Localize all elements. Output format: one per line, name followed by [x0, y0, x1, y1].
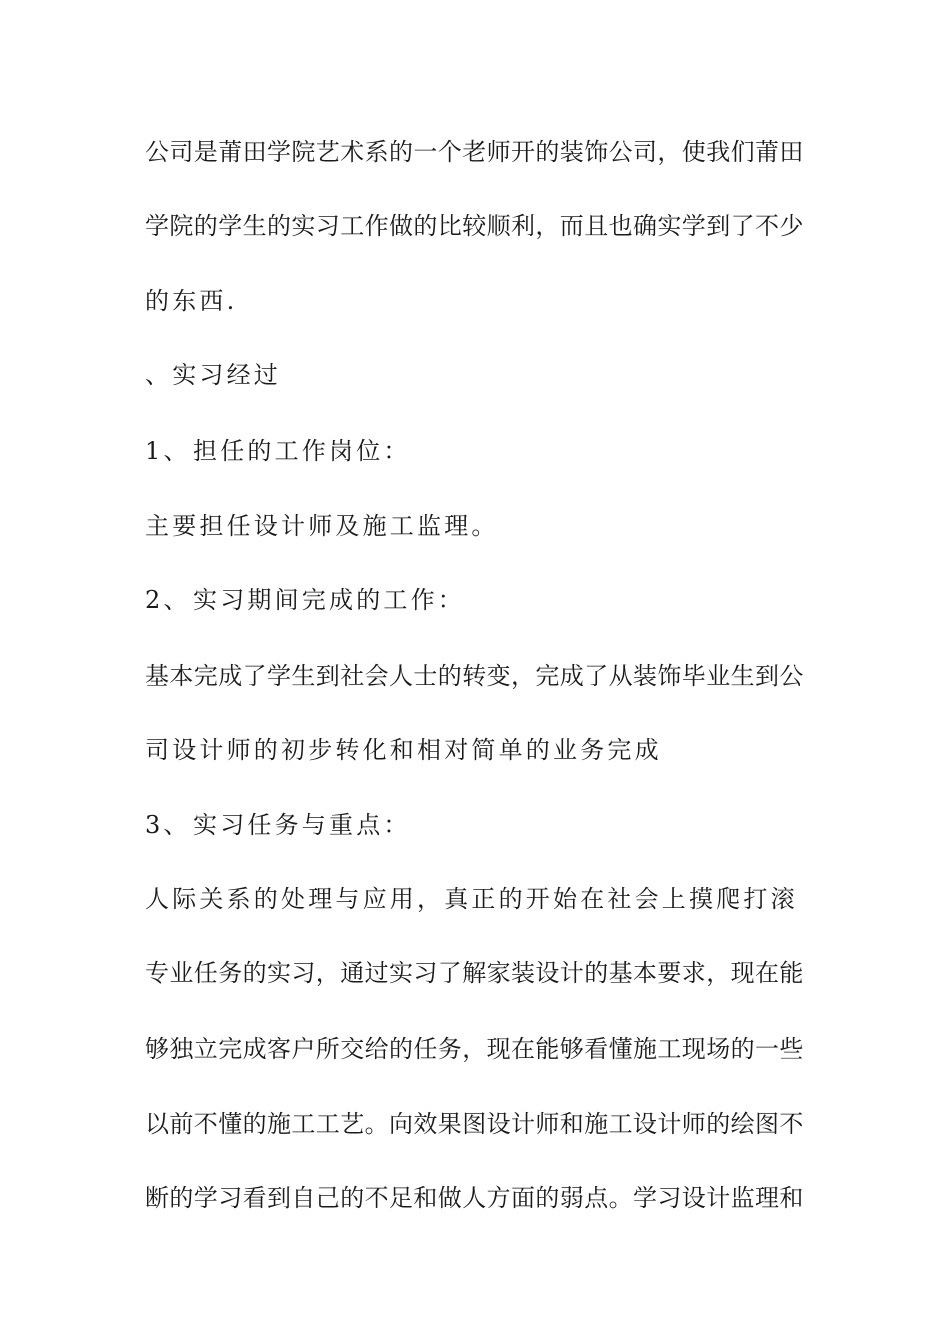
numbered-item	[145, 436, 411, 466]
item-title: 实习任务与重点：	[193, 811, 411, 839]
paragraph-line: 学院的学生的实习工作做的比较顺利，而且也确实学到了不少	[145, 212, 804, 240]
numbered-item	[145, 810, 411, 840]
paragraph-line: 的东西.	[145, 287, 238, 315]
paragraph-line: 人际关系的处理与应用，真正的开始在社会上摸爬打滚	[145, 885, 798, 913]
item-number: 1、	[145, 437, 191, 465]
paragraph-line: 基本完成了学生到社会人士的转变，完成了从装饰毕业生到公	[145, 662, 804, 690]
item-title: 担任的工作岗位：	[193, 437, 411, 465]
paragraph-line: 够独立完成客户所交给的任务，现在能够看懂施工现场的一些	[145, 1035, 804, 1063]
paragraph-line: 专业任务的实习，通过实习了解家装设计的基本要求，现在能	[145, 959, 804, 987]
paragraph-line: 以前不懂的施工工艺。向效果图设计师和施工设计师的绘图不	[145, 1110, 804, 1138]
numbered-item	[145, 585, 465, 615]
item-number: 3、	[145, 811, 191, 839]
paragraph-line: 断的学习看到自己的不足和做人方面的弱点。学习设计监理和	[145, 1184, 804, 1212]
section-heading: 、实习经过	[145, 361, 281, 389]
paragraph-line: 主要担任设计师及施工监理。	[145, 512, 499, 540]
item-number: 2、	[145, 586, 191, 614]
item-title: 实习期间完成的工作：	[193, 586, 465, 614]
paragraph-line: 司设计师的初步转化和相对简单的业务完成	[145, 736, 662, 764]
paragraph-line: 公司是莆田学院艺术系的一个老师开的装饰公司，使我们莆田	[145, 138, 804, 166]
